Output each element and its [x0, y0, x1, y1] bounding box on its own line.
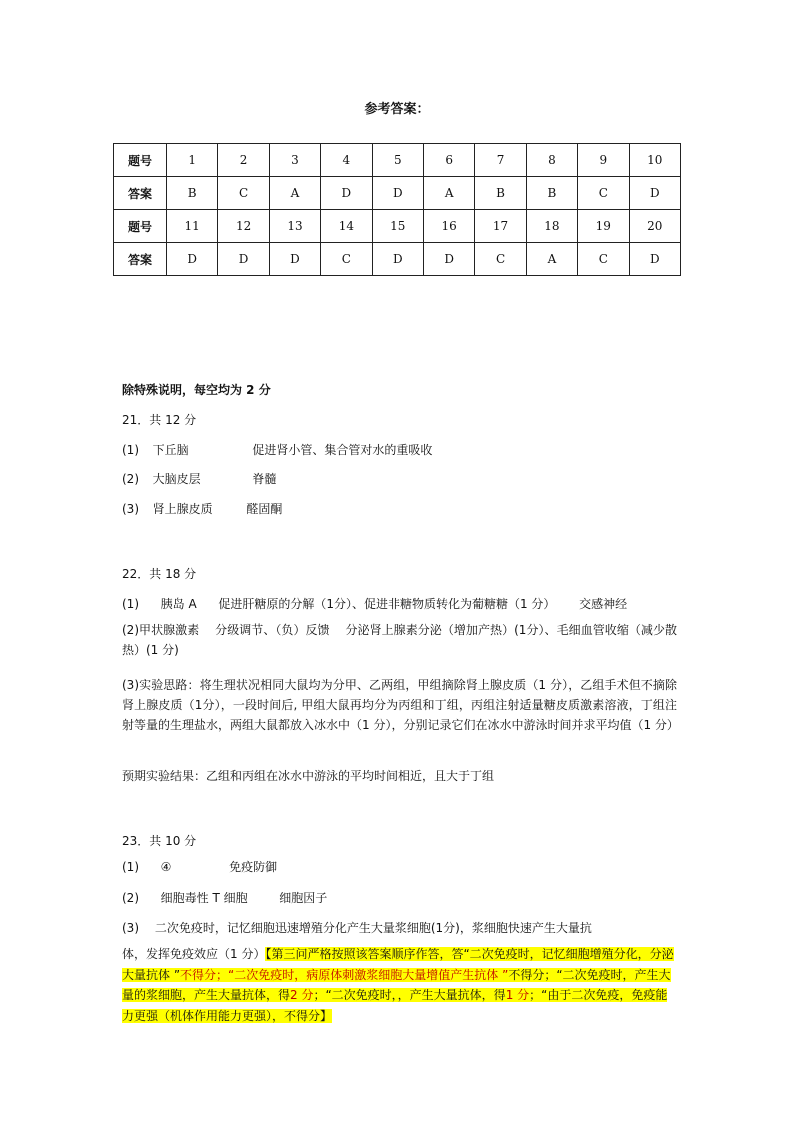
table-cell: 4	[321, 144, 372, 177]
q23-l2-num: (2)	[122, 891, 139, 905]
table-cell: 3	[269, 144, 320, 177]
page-title: 参考答案：	[364, 102, 430, 117]
table-cell: 1	[167, 144, 218, 177]
q21-l2-num: (2)	[122, 472, 139, 486]
q21-l1-num: (1)	[122, 443, 139, 457]
table-cell: A	[423, 177, 474, 210]
table-cell: D	[269, 243, 320, 276]
scoring-note: 除特殊说明，每空均为 2 分	[122, 383, 271, 397]
table-cell: 17	[475, 210, 526, 243]
table-cell: 19	[578, 210, 629, 243]
table-cell: B	[475, 177, 526, 210]
table-cell: 10	[629, 144, 680, 177]
table-cell: C	[321, 243, 372, 276]
q23-l2-a: 细胞毒性 T 细胞	[160, 891, 248, 905]
table-cell: A	[269, 177, 320, 210]
grading-note-5: ；“由于二次免疫，免疫能力更强（机体作用能力更强），不得分】	[122, 988, 668, 1023]
table-row	[114, 243, 681, 276]
table-cell: 12	[218, 210, 269, 243]
q22-l1-b: 促进肝糖原的分解（1分）、促进非糖物质转化为葡糖糖（1 分）	[218, 597, 556, 611]
q23-line-3: (3) 二次免疫时，记忆细胞迅速增殖分化产生大量浆细胞(1分)，浆细胞快速产生大量抗	[122, 921, 592, 935]
table-row-header: 题号	[114, 144, 167, 177]
table-cell: 8	[526, 144, 577, 177]
table-cell: C	[218, 177, 269, 210]
q21-l3-num: (3)	[122, 502, 139, 516]
table-cell: C	[475, 243, 526, 276]
table-cell: 18	[526, 210, 577, 243]
q22-line-2: (2)甲状腺激素 分级调节、（负）反馈 分泌肾上腺素分泌（增加产热）(1分）、毛细血管收缩（减少散热）(1 分)	[122, 623, 677, 657]
table-cell: D	[372, 177, 423, 210]
table-cell: 6	[423, 144, 474, 177]
q21-l3-a: 肾上腺皮质	[152, 502, 213, 516]
q21-l2-b: 脊髓	[252, 472, 277, 486]
table-cell: B	[526, 177, 577, 210]
q23-l1-num: (1)	[122, 860, 139, 874]
table-cell: B	[167, 177, 218, 210]
q23-l1-a: ④	[160, 860, 172, 874]
table-row-header: 答案	[114, 243, 167, 276]
q22-l1-c: 交感神经	[579, 597, 628, 611]
q21-l1-a: 下丘脑	[152, 443, 189, 457]
grading-note-3: 不得分；“二次免疫时，产生大量的浆细胞，产生大量抗体，得	[122, 967, 671, 1002]
table-row	[114, 177, 681, 210]
table-cell: 7	[475, 144, 526, 177]
table-cell: 11	[167, 210, 218, 243]
q21-l3-b: 醛固酮	[246, 502, 283, 516]
table-cell: 2	[218, 144, 269, 177]
q22-line-4: 预期实验结果：乙组和丙组在冰水中游泳的平均时间相近，且大于丁组	[122, 769, 495, 783]
table-cell: 20	[629, 210, 680, 243]
answer-table	[113, 143, 681, 276]
table-cell: 16	[423, 210, 474, 243]
table-cell: D	[629, 243, 680, 276]
table-cell: D	[218, 243, 269, 276]
q22-line-1	[122, 595, 627, 612]
q23-line-2	[122, 889, 327, 906]
table-cell: D	[423, 243, 474, 276]
table-row	[114, 210, 681, 243]
q22-l1-num: (1)	[122, 597, 139, 611]
grading-note-1: 【第三问严格按照该答案顺序作答，答“二次免疫时，记忆细胞增殖分化，分泌大量抗体 ”	[122, 947, 674, 982]
table-cell: 5	[372, 144, 423, 177]
q23-heading: 23．共 10 分	[122, 834, 197, 848]
grading-note-4: ；“二次免疫时，，产生大量抗体，得	[313, 988, 506, 1002]
table-cell: D	[629, 177, 680, 210]
table-row-header: 答案	[114, 177, 167, 210]
q21-l1-b: 促进肾小管、集合管对水的重吸收	[252, 443, 433, 457]
table-cell: C	[578, 243, 629, 276]
q22-heading: 22．共 18 分	[122, 567, 197, 581]
q21-line-3	[122, 500, 282, 517]
q21-line-2	[122, 470, 276, 487]
q23-line-1	[122, 858, 277, 875]
table-cell: 15	[372, 210, 423, 243]
q23-l1-b: 免疫防御	[229, 860, 278, 874]
q21-l2-a: 大脑皮层	[152, 472, 201, 486]
q22-line-3: (3)实验思路：将生理状况相同大鼠均为分甲、乙两组，甲组摘除肾上腺皮质（1 分），乙组手术但不摘除肾上腺皮质（1分），一段时间后, 甲组大鼠再均分为丙组和丁组，丙组注射适量糖皮质激素溶液，丁组注射等量的生理盐水，两组大鼠都放入冰水中（1 分），分别记录它们在冰水中游泳时间并求平均值（1 分）	[122, 678, 679, 732]
table-cell: 14	[321, 210, 372, 243]
table-cell: D	[321, 177, 372, 210]
table-row-header: 题号	[114, 210, 167, 243]
q23-l2-b: 细胞因子	[279, 891, 328, 905]
table-cell: 13	[269, 210, 320, 243]
table-row	[114, 144, 681, 177]
q21-line-1	[122, 441, 432, 458]
q22-l1-a: 胰岛 A	[160, 597, 197, 611]
q21-heading: 21．共 12 分	[122, 413, 197, 427]
table-cell: D	[372, 243, 423, 276]
grading-score-2: 2 分	[290, 988, 314, 1002]
q23-l4-plain: 体，发挥免疫效应（1 分）	[122, 947, 266, 961]
table-cell: A	[526, 243, 577, 276]
table-cell: 9	[578, 144, 629, 177]
grading-score-1: 1 分	[505, 988, 530, 1002]
table-cell: D	[167, 243, 218, 276]
grading-note-2: 不得分；“二次免疫时，病原体刺激浆细胞大量增值产生抗体 ”	[180, 967, 509, 982]
q23-answer-note	[122, 944, 677, 1026]
table-cell: C	[578, 177, 629, 210]
